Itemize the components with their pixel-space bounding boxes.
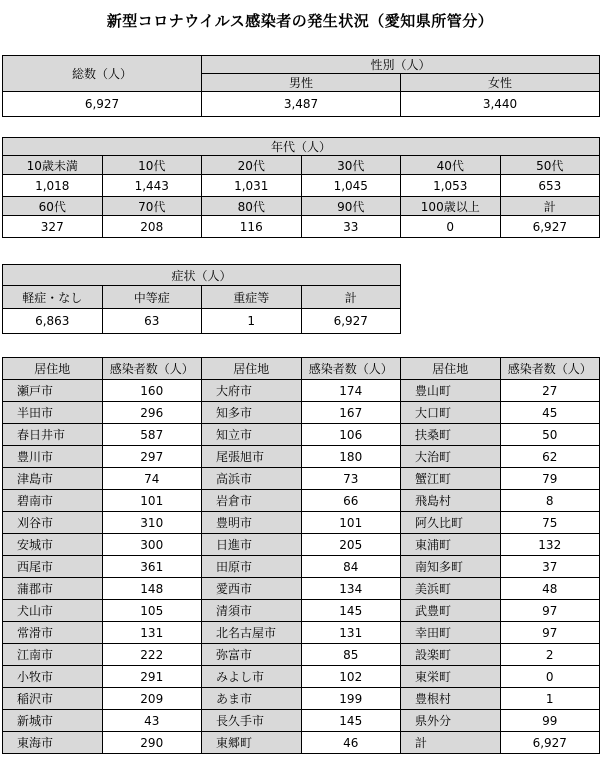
- table-row: [3, 446, 600, 468]
- residence-count: 27: [500, 380, 600, 402]
- age-value: 1,053: [401, 175, 501, 197]
- male-header: 男性: [202, 74, 401, 92]
- age-label: 計: [500, 197, 600, 216]
- age-value: 33: [301, 216, 401, 238]
- female-value: 3,440: [401, 92, 600, 117]
- table-row: [3, 402, 600, 424]
- age-label: 100歳以上: [401, 197, 501, 216]
- residence-count: 8: [500, 490, 600, 512]
- table-row: [3, 622, 600, 644]
- residence-name: 飛島村: [401, 490, 501, 512]
- symptom-header: 症状（人）: [3, 265, 401, 286]
- age-label: 70代: [102, 197, 202, 216]
- residence-name: 知多市: [202, 402, 302, 424]
- count-header: 感染者数（人）: [102, 358, 202, 380]
- age-value: 1,045: [301, 175, 401, 197]
- residence-name: 田原市: [202, 556, 302, 578]
- residence-name: 南知多町: [401, 556, 501, 578]
- residence-name: 東海市: [3, 732, 103, 754]
- residence-count: 296: [102, 402, 202, 424]
- residence-count: 290: [102, 732, 202, 754]
- symptom-value: 1: [202, 309, 302, 334]
- residence-count: 209: [102, 688, 202, 710]
- residence-count: 97: [500, 600, 600, 622]
- residence-count: 291: [102, 666, 202, 688]
- age-value: 653: [500, 175, 600, 197]
- residence-count: 6,927: [500, 732, 600, 754]
- residence-count: 85: [301, 644, 401, 666]
- age-value: 1,031: [202, 175, 302, 197]
- table-row: [3, 556, 600, 578]
- table-row: [3, 644, 600, 666]
- age-label: 40代: [401, 156, 501, 175]
- gender-header: 性別（人）: [202, 56, 600, 74]
- residence-name: 知立市: [202, 424, 302, 446]
- residence-header: 居住地: [401, 358, 501, 380]
- residence-table: [2, 357, 600, 754]
- table-row: [3, 468, 600, 490]
- residence-name: 日進市: [202, 534, 302, 556]
- age-label: 60代: [3, 197, 103, 216]
- residence-count: 132: [500, 534, 600, 556]
- symptom-value: 63: [102, 309, 202, 334]
- symptom-label: 軽症・なし: [3, 286, 103, 309]
- residence-name: 愛西市: [202, 578, 302, 600]
- page-title: 新型コロナウイルス感染者の発生状況（愛知県所管分）: [106, 12, 494, 30]
- table-row: [3, 688, 600, 710]
- age-value: 1,443: [102, 175, 202, 197]
- residence-name: みよし市: [202, 666, 302, 688]
- age-value: 327: [3, 216, 103, 238]
- residence-count: 587: [102, 424, 202, 446]
- table-row: [3, 490, 600, 512]
- table-row: [3, 578, 600, 600]
- residence-count: 0: [500, 666, 600, 688]
- residence-name: 豊川市: [3, 446, 103, 468]
- residence-name: 清須市: [202, 600, 302, 622]
- residence-name: 蒲郡市: [3, 578, 103, 600]
- residence-count: 2: [500, 644, 600, 666]
- residence-count: 145: [301, 600, 401, 622]
- residence-name: 幸田町: [401, 622, 501, 644]
- symptom-label: 重症等: [202, 286, 302, 309]
- table-row: [3, 534, 600, 556]
- table-row: [3, 710, 600, 732]
- residence-count: 102: [301, 666, 401, 688]
- age-table: [2, 137, 600, 238]
- residence-name: 犬山市: [3, 600, 103, 622]
- table-row: [3, 424, 600, 446]
- age-label: 90代: [301, 197, 401, 216]
- residence-count: 148: [102, 578, 202, 600]
- residence-name: 設楽町: [401, 644, 501, 666]
- residence-count: 131: [102, 622, 202, 644]
- total-value: 6,927: [3, 92, 202, 117]
- residence-name: あま市: [202, 688, 302, 710]
- residence-name: 西尾市: [3, 556, 103, 578]
- residence-count: 205: [301, 534, 401, 556]
- residence-count: 99: [500, 710, 600, 732]
- residence-name: 春日井市: [3, 424, 103, 446]
- residence-name: 計: [401, 732, 501, 754]
- residence-name: 弥富市: [202, 644, 302, 666]
- residence-count: 134: [301, 578, 401, 600]
- age-value: 208: [102, 216, 202, 238]
- age-value: 1,018: [3, 175, 103, 197]
- count-header: 感染者数（人）: [301, 358, 401, 380]
- residence-count: 145: [301, 710, 401, 732]
- residence-count: 75: [500, 512, 600, 534]
- residence-count: 79: [500, 468, 600, 490]
- age-label: 50代: [500, 156, 600, 175]
- residence-count: 105: [102, 600, 202, 622]
- residence-count: 84: [301, 556, 401, 578]
- residence-name: 美浜町: [401, 578, 501, 600]
- residence-name: 大府市: [202, 380, 302, 402]
- summary-table: [2, 55, 600, 117]
- residence-count: 180: [301, 446, 401, 468]
- residence-name: 武豊町: [401, 600, 501, 622]
- residence-name: 大口町: [401, 402, 501, 424]
- residence-name: 新城市: [3, 710, 103, 732]
- residence-name: 蟹江町: [401, 468, 501, 490]
- residence-count: 131: [301, 622, 401, 644]
- symptom-value: 6,863: [3, 309, 103, 334]
- residence-name: 碧南市: [3, 490, 103, 512]
- residence-name: 北名古屋市: [202, 622, 302, 644]
- residence-name: 高浜市: [202, 468, 302, 490]
- residence-name: 扶桑町: [401, 424, 501, 446]
- residence-name: 大治町: [401, 446, 501, 468]
- age-label: 10歳未満: [3, 156, 103, 175]
- female-header: 女性: [401, 74, 600, 92]
- residence-name: 阿久比町: [401, 512, 501, 534]
- residence-count: 222: [102, 644, 202, 666]
- table-row: [3, 600, 600, 622]
- residence-count: 62: [500, 446, 600, 468]
- residence-name: 江南市: [3, 644, 103, 666]
- table-row: [3, 380, 600, 402]
- residence-count: 74: [102, 468, 202, 490]
- residence-name: 刈谷市: [3, 512, 103, 534]
- age-label: 20代: [202, 156, 302, 175]
- residence-count: 174: [301, 380, 401, 402]
- residence-count: 1: [500, 688, 600, 710]
- residence-count: 167: [301, 402, 401, 424]
- symptom-label: 計: [301, 286, 401, 309]
- residence-name: 半田市: [3, 402, 103, 424]
- residence-count: 101: [301, 512, 401, 534]
- residence-count: 199: [301, 688, 401, 710]
- residence-count: 300: [102, 534, 202, 556]
- residence-count: 297: [102, 446, 202, 468]
- age-label: 10代: [102, 156, 202, 175]
- count-header: 感染者数（人）: [500, 358, 600, 380]
- residence-count: 97: [500, 622, 600, 644]
- residence-header: 居住地: [202, 358, 302, 380]
- residence-name: 東栄町: [401, 666, 501, 688]
- residence-name: 豊明市: [202, 512, 302, 534]
- residence-count: 43: [102, 710, 202, 732]
- residence-name: 東郷町: [202, 732, 302, 754]
- residence-header: 居住地: [3, 358, 103, 380]
- table-row: [3, 512, 600, 534]
- residence-name: 常滑市: [3, 622, 103, 644]
- residence-count: 66: [301, 490, 401, 512]
- table-row: [3, 732, 600, 754]
- age-value: 0: [401, 216, 501, 238]
- residence-count: 361: [102, 556, 202, 578]
- symptom-label: 中等症: [102, 286, 202, 309]
- residence-name: 豊根村: [401, 688, 501, 710]
- residence-count: 73: [301, 468, 401, 490]
- symptom-value: 6,927: [301, 309, 401, 334]
- residence-count: 45: [500, 402, 600, 424]
- table-row: [3, 666, 600, 688]
- residence-name: 豊山町: [401, 380, 501, 402]
- residence-count: 50: [500, 424, 600, 446]
- residence-name: 長久手市: [202, 710, 302, 732]
- residence-name: 稲沢市: [3, 688, 103, 710]
- residence-count: 160: [102, 380, 202, 402]
- residence-count: 46: [301, 732, 401, 754]
- male-value: 3,487: [202, 92, 401, 117]
- age-label: 30代: [301, 156, 401, 175]
- residence-name: 県外分: [401, 710, 501, 732]
- total-header: 総数（人）: [3, 56, 202, 92]
- symptom-table: [2, 264, 401, 334]
- residence-name: 小牧市: [3, 666, 103, 688]
- age-value: 116: [202, 216, 302, 238]
- residence-count: 310: [102, 512, 202, 534]
- residence-count: 48: [500, 578, 600, 600]
- residence-name: 瀬戸市: [3, 380, 103, 402]
- residence-name: 津島市: [3, 468, 103, 490]
- residence-count: 106: [301, 424, 401, 446]
- residence-name: 東浦町: [401, 534, 501, 556]
- age-header: 年代（人）: [3, 138, 600, 156]
- residence-count: 37: [500, 556, 600, 578]
- age-label: 80代: [202, 197, 302, 216]
- age-value: 6,927: [500, 216, 600, 238]
- residence-count: 101: [102, 490, 202, 512]
- residence-name: 安城市: [3, 534, 103, 556]
- residence-name: 岩倉市: [202, 490, 302, 512]
- residence-name: 尾張旭市: [202, 446, 302, 468]
